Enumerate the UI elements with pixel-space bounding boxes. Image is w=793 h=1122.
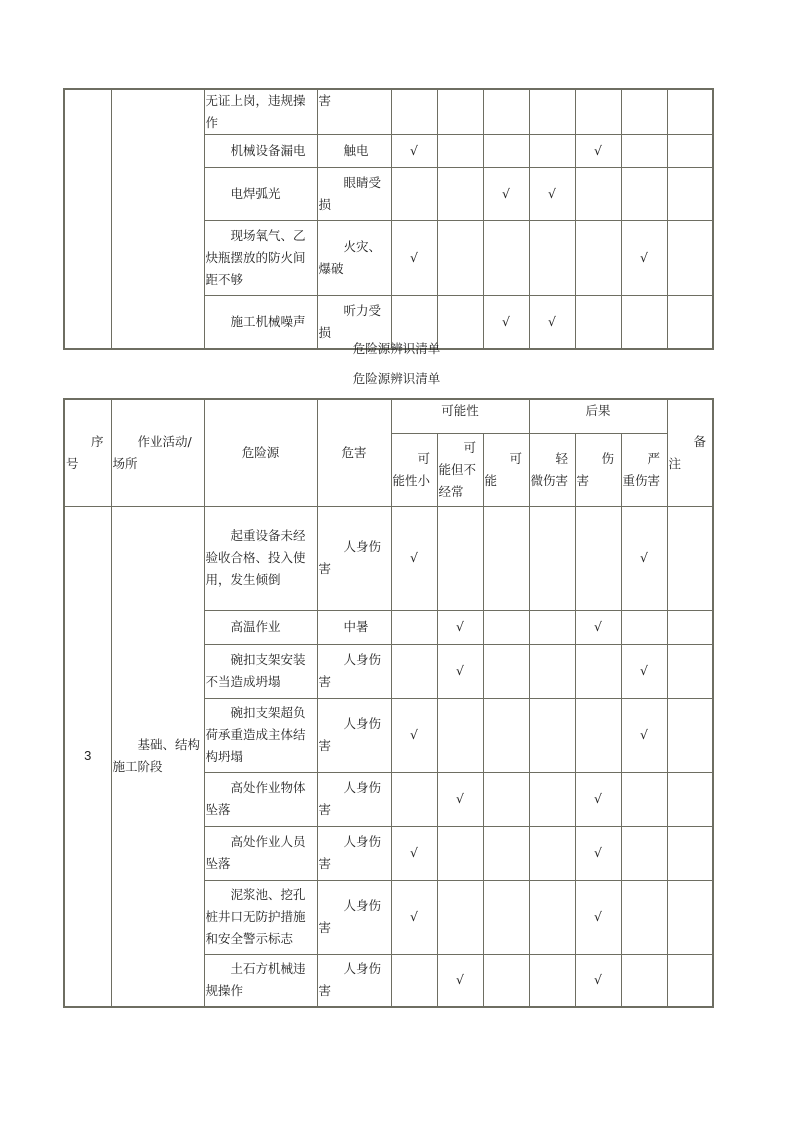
- check-cell: [391, 644, 437, 698]
- header-likelihood: 可能性: [391, 399, 529, 433]
- check-cell: √: [621, 644, 667, 698]
- hazard-cell: 碗扣支架超负荷承重造成主体结构坍塌: [204, 698, 317, 772]
- check-cell: [529, 880, 575, 954]
- check-cell: √: [621, 221, 667, 296]
- harm-cell: 人身伤害: [317, 954, 391, 1007]
- harm-cell: 眼睛受损: [317, 168, 391, 221]
- check-cell: [667, 221, 713, 296]
- check-cell: [483, 954, 529, 1007]
- check-cell: √: [437, 610, 483, 644]
- check-cell: [483, 89, 529, 135]
- check-cell: [529, 644, 575, 698]
- harm-cell: 人身伤害: [317, 826, 391, 880]
- check-cell: [391, 772, 437, 826]
- check-cell: [621, 880, 667, 954]
- check-cell: [529, 221, 575, 296]
- hazard-cell: 碗扣支架安装不当造成坍塌: [204, 644, 317, 698]
- check-cell: [483, 826, 529, 880]
- check-cell: √: [575, 954, 621, 1007]
- check-cell: [529, 610, 575, 644]
- check-cell: [621, 168, 667, 221]
- check-cell: [483, 772, 529, 826]
- check-cell: [391, 954, 437, 1007]
- harm-cell: 火灾、爆破: [317, 221, 391, 296]
- check-cell: √: [575, 880, 621, 954]
- subheader-1: 可能但不经常: [437, 433, 483, 506]
- check-cell: [529, 954, 575, 1007]
- check-cell: [621, 772, 667, 826]
- check-cell: [483, 644, 529, 698]
- check-cell: [575, 168, 621, 221]
- subheader-2: 可能: [483, 433, 529, 506]
- check-cell: [437, 506, 483, 610]
- check-cell: [575, 644, 621, 698]
- check-cell: √: [391, 698, 437, 772]
- check-cell: [667, 168, 713, 221]
- check-cell: √: [621, 506, 667, 610]
- check-cell: [483, 698, 529, 772]
- hazard-table-continued: [63, 88, 714, 350]
- check-cell: [529, 506, 575, 610]
- check-cell: [667, 610, 713, 644]
- check-cell: [391, 89, 437, 135]
- check-cell: √: [575, 772, 621, 826]
- activity-cell: [111, 89, 204, 349]
- check-cell: [667, 135, 713, 168]
- hazard-cell: 高处作业人员坠落: [204, 826, 317, 880]
- check-cell: [529, 698, 575, 772]
- check-cell: [437, 135, 483, 168]
- harm-cell: 人身伤害: [317, 698, 391, 772]
- check-cell: [437, 221, 483, 296]
- seq-cell: [64, 89, 111, 349]
- seq-cell: 3: [64, 506, 111, 1007]
- check-cell: [437, 698, 483, 772]
- check-cell: [529, 135, 575, 168]
- check-cell: [621, 954, 667, 1007]
- check-cell: [529, 772, 575, 826]
- harm-cell: 害: [317, 89, 391, 135]
- check-cell: [575, 506, 621, 610]
- check-cell: [391, 168, 437, 221]
- check-cell: √: [575, 826, 621, 880]
- check-cell: [483, 221, 529, 296]
- check-cell: √: [437, 954, 483, 1007]
- check-cell: [667, 644, 713, 698]
- check-cell: [575, 89, 621, 135]
- check-cell: √: [529, 168, 575, 221]
- check-cell: √: [575, 135, 621, 168]
- check-cell: [667, 506, 713, 610]
- harm-cell: 人身伤害: [317, 506, 391, 610]
- check-cell: [437, 826, 483, 880]
- header-harm: 危害: [317, 399, 391, 506]
- harm-cell: 触电: [317, 135, 391, 168]
- check-cell: [437, 880, 483, 954]
- check-cell: [575, 698, 621, 772]
- check-cell: [667, 89, 713, 135]
- check-cell: [437, 168, 483, 221]
- header-consequence: 后果: [529, 399, 667, 433]
- check-cell: [667, 698, 713, 772]
- hazard-cell: 泥浆池、挖孔桩井口无防护措施和安全警示标志: [204, 880, 317, 954]
- check-cell: [483, 135, 529, 168]
- check-cell: √: [391, 880, 437, 954]
- subheader-5: 严重伤害: [621, 433, 667, 506]
- hazard-cell: 电焊弧光: [204, 168, 317, 221]
- table-row: [64, 89, 713, 135]
- check-cell: √: [391, 221, 437, 296]
- subheader-4: 伤害: [575, 433, 621, 506]
- harm-cell: 听力受损: [317, 296, 391, 349]
- check-cell: [529, 89, 575, 135]
- check-cell: √: [575, 610, 621, 644]
- table-caption: 危险源辨识清单: [352, 341, 441, 356]
- hazard-cell: 高温作业: [204, 610, 317, 644]
- check-cell: [621, 135, 667, 168]
- check-cell: [667, 880, 713, 954]
- subheader-3: 轻微伤害: [529, 433, 575, 506]
- activity-cell: 基础、结构施工阶段: [111, 506, 204, 1007]
- check-cell: √: [437, 772, 483, 826]
- table-row: [64, 506, 713, 610]
- check-cell: [575, 221, 621, 296]
- check-cell: √: [437, 644, 483, 698]
- harm-cell: 中暑: [317, 610, 391, 644]
- check-cell: [621, 826, 667, 880]
- check-cell: [483, 610, 529, 644]
- check-cell: [667, 826, 713, 880]
- hazard-cell: 机械设备漏电: [204, 135, 317, 168]
- check-cell: [483, 880, 529, 954]
- header-seq: 序号: [64, 399, 111, 506]
- check-cell: [391, 610, 437, 644]
- check-cell: [437, 89, 483, 135]
- header-hazard: 危险源: [204, 399, 317, 506]
- check-cell: √: [391, 826, 437, 880]
- hazard-cell: 无证上岗，违规操作: [204, 89, 317, 135]
- check-cell: √: [483, 296, 529, 349]
- check-cell: [529, 826, 575, 880]
- check-cell: [667, 954, 713, 1007]
- check-cell: √: [621, 698, 667, 772]
- hazard-cell: 土石方机械违规操作: [204, 954, 317, 1007]
- hazard-identification-table: [63, 398, 714, 1008]
- check-cell: [483, 506, 529, 610]
- check-cell: √: [391, 135, 437, 168]
- check-cell: [621, 610, 667, 644]
- harm-cell: 人身伤害: [317, 644, 391, 698]
- harm-cell: 人身伤害: [317, 880, 391, 954]
- subheader-0: 可能性小: [391, 433, 437, 506]
- check-cell: [667, 772, 713, 826]
- check-cell: √: [529, 296, 575, 349]
- hazard-cell: 施工机械噪声: [204, 296, 317, 349]
- check-cell: √: [391, 506, 437, 610]
- header-remark: 备注: [667, 399, 713, 506]
- check-cell: [621, 89, 667, 135]
- harm-cell: 人身伤害: [317, 772, 391, 826]
- hazard-cell: 高处作业物体坠落: [204, 772, 317, 826]
- hazard-cell: 起重设备未经验收合格、投入使用，发生倾倒: [204, 506, 317, 610]
- check-cell: √: [483, 168, 529, 221]
- table-title: 危险源辨识清单: [352, 371, 441, 386]
- hazard-cell: 现场氧气、乙炔瓶摆放的防火间距不够: [204, 221, 317, 296]
- header-activity: 作业活动/场所: [111, 399, 204, 506]
